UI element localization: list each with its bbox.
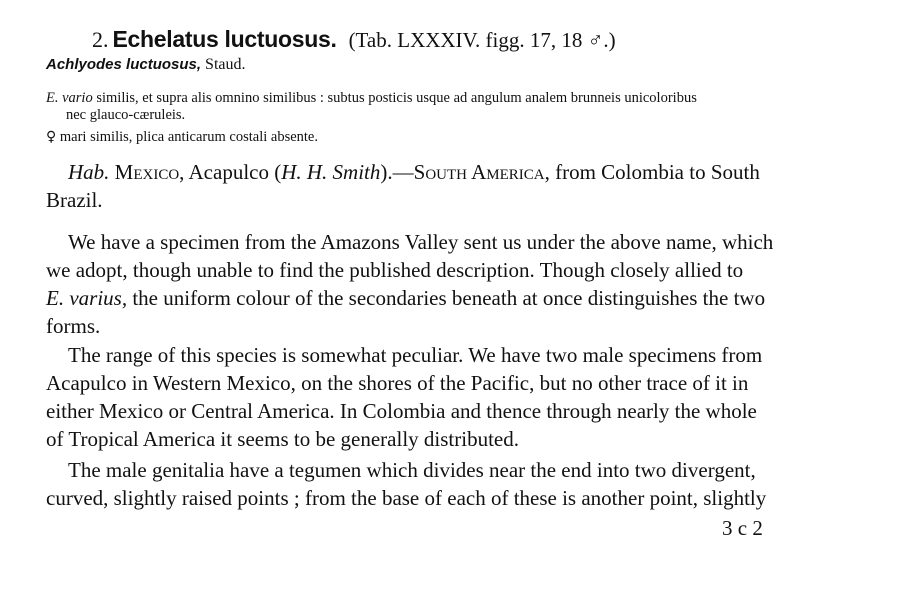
female-symbol-icon: ♀ [46, 129, 57, 145]
habitat-after: ).— [380, 160, 414, 184]
diagnosis-line-1 [46, 91, 697, 106]
plate-reference: (Tab. LXXXIV. figg. 17, 18 ♂.) [348, 28, 616, 52]
habitat-acapulco: , Acapulco ( [179, 160, 282, 184]
p1-line-4: forms. [46, 314, 101, 338]
habitat-line-2: Brazil. [46, 188, 103, 212]
habitat-mexico: Mexico [114, 160, 180, 184]
p3-line-1: The male genitalia have a tegumen which divides near the end into two divergent, [68, 458, 756, 482]
p1-line-2: we adopt, though unable to find the published description. Though closely allied to [46, 258, 744, 282]
p2-line-3: either Mexico or Central America. In Colombia and thence through nearly the whole [46, 399, 757, 423]
diagnosis-text-1: similis, et supra alis omnino similibus : subtus posticis usque ad angulum analem brunneis unicoloribus [92, 90, 697, 106]
habitat-south-america: South America [413, 160, 545, 184]
diagnosis-line-2: nec glauco-cæruleis. [66, 107, 186, 123]
habitat-label: Hab. [68, 160, 110, 184]
p3-line-2: curved, slightly raised points ; from the base of each of these is another point, slightly [46, 486, 767, 510]
p1-species-ref: E. varius, [46, 286, 128, 310]
diagnosis-ref: E. vario [46, 90, 93, 106]
p1-line-3-rest: the uniform colour of the secondaries beneath at once distinguishes the two [127, 286, 766, 310]
p2-line-1: The range of this species is somewhat peculiar. We have two male specimens from [68, 343, 763, 367]
p1-line-1: We have a specimen from the Amazons Valley sent us under the above name, which [68, 230, 774, 254]
habitat-line-1 [46, 162, 858, 183]
p1-line-3 [46, 288, 765, 309]
species-heading [92, 28, 616, 51]
diagnosis-female-line [46, 130, 318, 145]
female-text: mari similis, plica anticarum costali absente. [59, 129, 318, 145]
synonym-name: Achlyodes luctuosus, [46, 56, 202, 73]
species-name: Echelatus luctuosus. [112, 26, 337, 52]
p2-line-2: Acapulco in Western Mexico, on the shores of the Pacific, but no other trace of it in [46, 371, 749, 395]
habitat-range-1: , from Colombia to South [544, 160, 760, 184]
signature-mark: 3 c 2 [722, 516, 763, 540]
habitat-collector: H. H. Smith [281, 160, 381, 184]
synonym-line [46, 57, 246, 73]
p2-line-4: of Tropical America it seems to be generally distributed. [46, 427, 519, 451]
synonym-author: Staud. [205, 56, 246, 73]
species-number: 2. [92, 27, 109, 52]
